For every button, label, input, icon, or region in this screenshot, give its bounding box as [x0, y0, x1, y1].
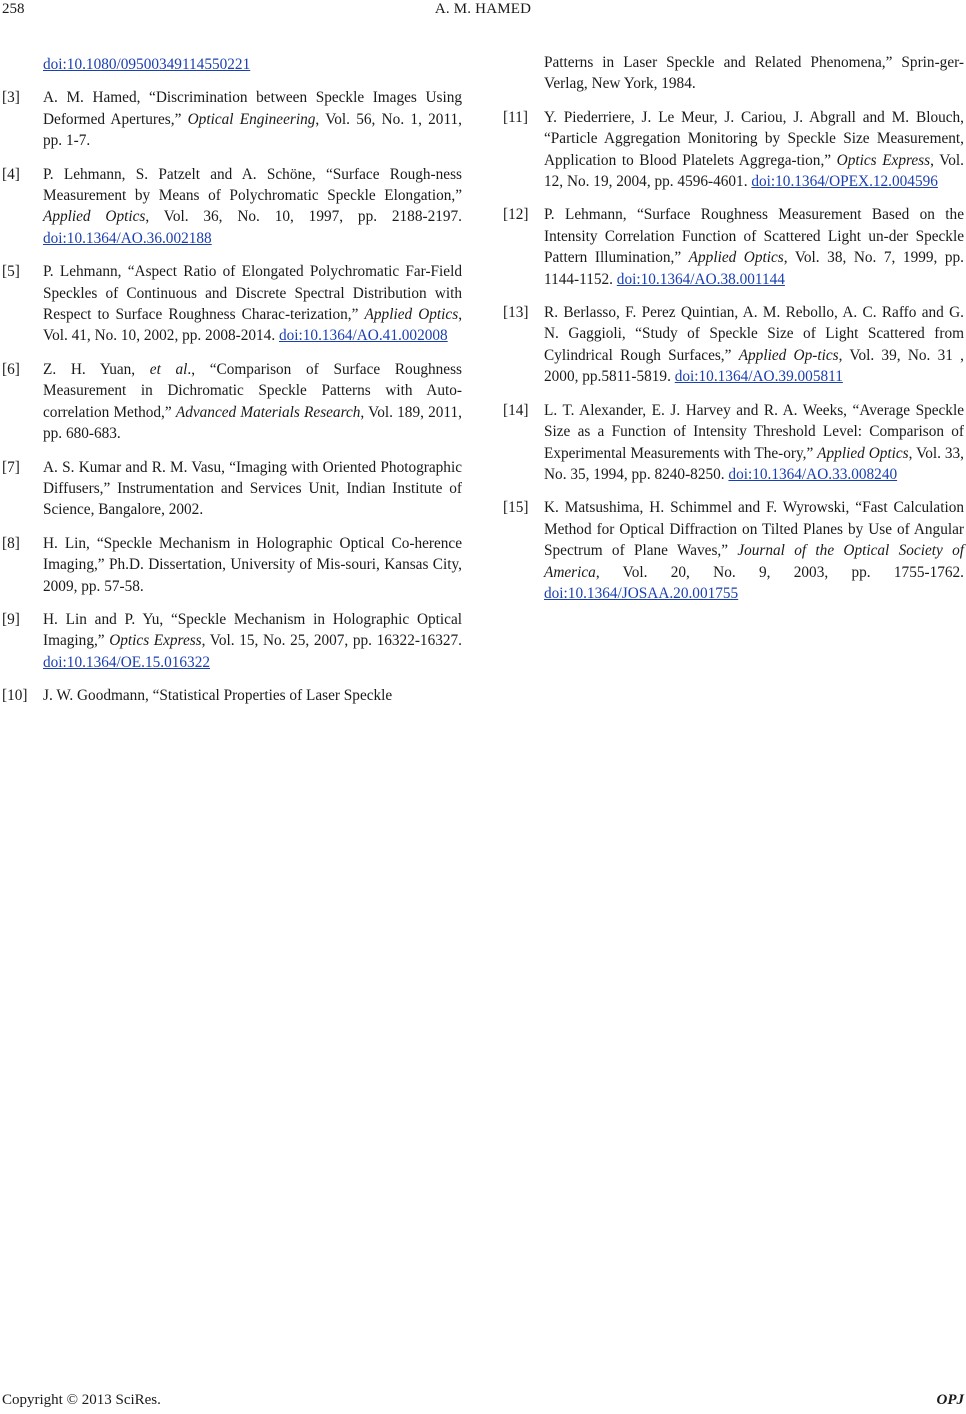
doi-link[interactable]: doi:10.1364/OE.15.016322	[43, 653, 210, 671]
journal-name: Advanced Materials Research	[175, 403, 361, 421]
reference-6	[2, 359, 462, 445]
reference-number: [15]	[503, 499, 529, 517]
reference-details: , Vol. 38, No. 7, 1999, pp. 1144-1152.	[544, 249, 965, 288]
doi-link[interactable]: doi:10.1364/AO.39.005811	[674, 368, 843, 386]
journal-name: Applied Optics	[364, 306, 459, 324]
reference-13	[503, 302, 964, 388]
footer-copyright: Copyright © 2013 SciRes.	[2, 1392, 161, 1408]
reference-number: [10]	[2, 687, 28, 705]
reference-7	[2, 457, 462, 521]
et-al: et al	[149, 360, 188, 378]
right-column	[503, 52, 964, 616]
reference-text: A. S. Kumar and R. M. Vasu, “Imaging with Oriented Photographic Diffusers,” Instrumentation and Services Unit, Indian Institute of Science, Bangalore, 2002.	[43, 458, 462, 519]
reference-9	[2, 609, 462, 673]
doi-link[interactable]: doi:10.1364/AO.41.002008	[278, 327, 448, 345]
reference-text: H. Lin and P. Yu, “Speckle Mechanism in Holographic Optical Imaging,”	[43, 610, 462, 650]
reference-continuation	[2, 54, 462, 75]
reference-details: , Vol. 12, No. 19, 2004, pp. 4596-4601.	[544, 151, 965, 191]
doi-link[interactable]: doi:10.1364/AO.36.002188	[43, 229, 212, 247]
reference-10	[2, 685, 462, 706]
left-column	[2, 54, 462, 719]
reference-3	[2, 87, 462, 151]
reference-number: [3]	[2, 89, 20, 107]
reference-details: , Vol. 33, No. 35, 1994, pp. 8240-8250.	[544, 444, 964, 483]
doi-link[interactable]: doi:10.1364/JOSAA.20.001755	[544, 584, 739, 602]
journal-name: Applied Op-tics	[738, 346, 839, 364]
reference-number: [13]	[503, 304, 529, 322]
journal-name: Applied Optics	[817, 444, 909, 462]
reference-text: P. Lehmann, S. Patzelt and A. Schöne, “Surface Rough-ness Measurement by Means of Polychromatic Speckle Elongation,”	[43, 165, 462, 205]
reference-number: [12]	[503, 206, 529, 224]
doi-link[interactable]: doi:10.1080/09500349114550221	[43, 56, 251, 73]
reference-details: , Vol. 39, No. 31 , 2000, pp.5811-5819.	[544, 346, 964, 386]
reference-15	[503, 497, 964, 604]
reference-11	[503, 107, 964, 193]
reference-text: ., “Comparison of Surface Roughness Measurement in Dichromatic Speckle Patterns with Auto-correlation Method,”	[43, 360, 462, 421]
reference-number: [6]	[2, 360, 20, 378]
reference-text: J. W. Goodmann, “Statistical Properties of Laser Speckle	[43, 687, 393, 705]
reference-4	[2, 164, 462, 250]
reference-details: , Vol. 20, No. 9, 2003, pp. 1755-1762.	[595, 563, 964, 581]
reference-text: H. Lin, “Speckle Mechanism in Holographic Optical Co-herence Imaging,” Ph.D. Dissertation, University of Mis-souri, Kansas City, 2009, pp. 57-58.	[43, 534, 462, 595]
reference-text: R. Berlasso, F. Perez Quintian, A. M. Rebollo, A. C. Raffo and G. N. Gaggioli, “Study of Speckle Size of Light Scattered from Cylindrical Rough Surfaces,”	[544, 304, 964, 364]
page-number: 258	[2, 1, 25, 17]
reference-text: L. T. Alexander, E. J. Harvey and R. A. Weeks, “Average Speckle Size as a Function of Intensity Threshold Level: Comparison of Experimental Measurements with The-ory,”	[544, 401, 964, 462]
journal-name: Applied Optics	[43, 208, 146, 226]
reference-continuation	[503, 52, 964, 95]
reference-details: , Vol. 41, No. 10, 2002, pp. 2008-2014.	[43, 306, 463, 345]
reference-text: A. M. Hamed, “Discrimination between Speckle Images Using Deformed Apertures,”	[43, 89, 462, 128]
footer-journal-abbrev: OPJ	[936, 1392, 964, 1408]
doi-link[interactable]: doi:10.1364/AO.38.001144	[616, 270, 785, 288]
reference-8	[2, 533, 462, 597]
reference-number: [8]	[2, 534, 20, 552]
journal-name: Journal of the Optical Society of America	[544, 542, 964, 581]
reference-14	[503, 400, 964, 486]
reference-details: , Vol. 15, No. 25, 2007, pp. 16322-16327.	[201, 632, 463, 650]
journal-name: Applied Optics	[688, 249, 784, 267]
reference-5	[2, 261, 462, 347]
journal-name: Optical Engineering	[187, 110, 316, 128]
reference-text: Patterns in Laser Speckle and Related Phenomena,” Sprin-ger-Verlag, New York, 1984.	[544, 54, 964, 93]
doi-link[interactable]: doi:10.1364/AO.33.008240	[728, 465, 898, 483]
reference-details: , Vol. 189, 2011, pp. 680-683.	[43, 403, 462, 443]
reference-number: [5]	[2, 263, 20, 281]
journal-name: Optics Express	[836, 151, 931, 169]
reference-number: [4]	[2, 165, 20, 183]
doi-link[interactable]: doi:10.1364/OPEX.12.004596	[751, 173, 938, 191]
reference-number: [9]	[2, 610, 20, 628]
reference-12	[503, 204, 964, 290]
journal-name: Optics Express	[109, 632, 202, 650]
reference-text: Y. Piederriere, J. Le Meur, J. Cariou, J. Abgrall and M. Blouch, “Particle Aggregation Monitoring by Speckle Size Measurement, Application to Blood Platelets Aggrega-tion,”	[544, 108, 964, 169]
reference-details: , Vol. 56, No. 1, 2011, pp. 1-7.	[43, 110, 462, 150]
running-head: A. M. HAMED	[434, 1, 532, 17]
reference-text: P. Lehmann, “Aspect Ratio of Elongated Polychromatic Far-Field Speckles of Continuous and Discrete Spectral Distribution with Respect to Surface Roughness Charac-terization,”	[43, 263, 462, 324]
reference-number: [14]	[503, 401, 529, 419]
reference-text: Z. H. Yuan,	[43, 360, 150, 378]
reference-number: [7]	[2, 458, 20, 476]
reference-number: [11]	[503, 108, 528, 126]
reference-details: , Vol. 36, No. 10, 1997, pp. 2188-2197.	[145, 208, 462, 226]
reference-text: K. Matsushima, H. Schimmel and F. Wyrowski, “Fast Calculation Method for Optical Diffraction on Tilted Planes by Use of Angular Spectrum of Plane Waves,”	[544, 499, 964, 560]
reference-text: P. Lehmann, “Surface Roughness Measurement Based on the Intensity Correlation Function of Scattered Light un-der Speckle Pattern Illumination,”	[544, 206, 964, 267]
